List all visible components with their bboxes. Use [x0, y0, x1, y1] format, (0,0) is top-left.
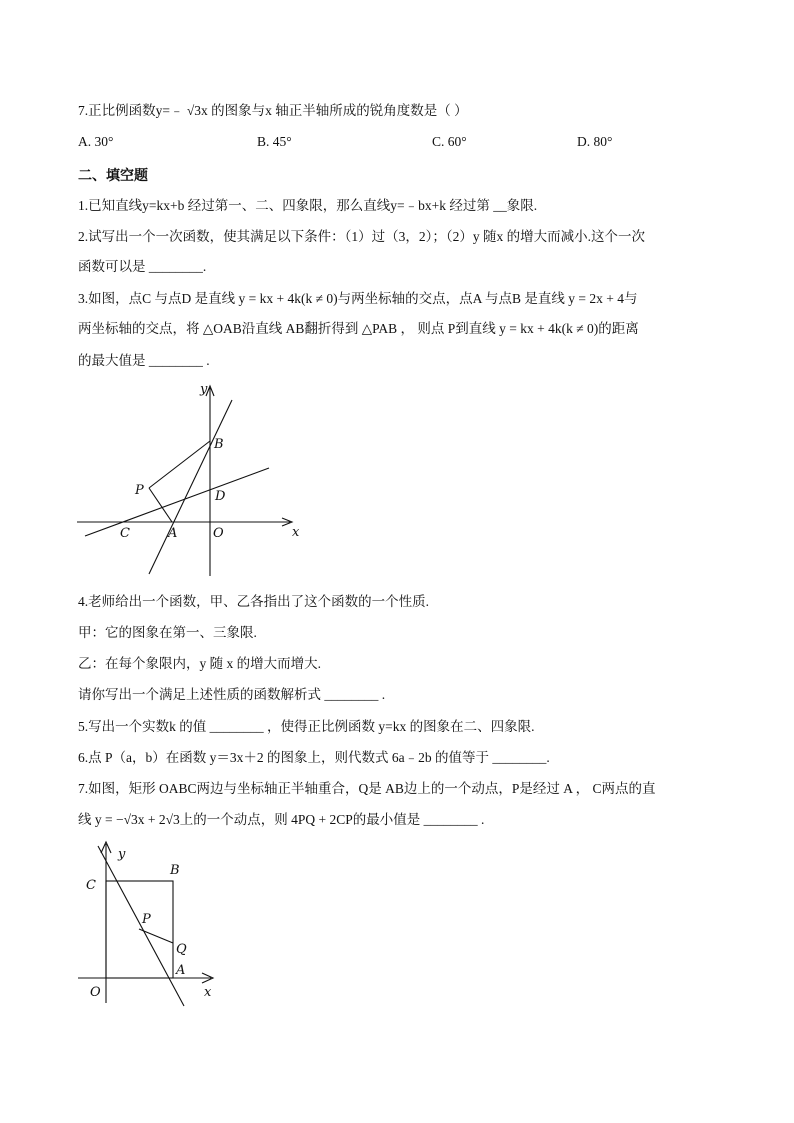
fill-q3-line1: 3.如图，点C 与点D 是直线 y = kx + 4k(k ≠ 0)与两坐标轴的交点，点A 与点B 是直线 y = 2x + 4与 — [78, 291, 638, 306]
label-c: C — [86, 878, 96, 893]
option-c: C. 60° — [432, 134, 467, 149]
fill-q4-line3: 乙：在每个象限内，y 随 x 的增大而增大. — [78, 656, 321, 671]
label-d: D — [215, 489, 226, 504]
fill-q6: 6.点 P（a，b）在函数 y＝3x＋2 的图象上，则代数式 6a﹣2b 的值等于 ________. — [78, 750, 550, 765]
fill-q1: 1.已知直线y=kx+b 经过第一、二、四象限，那么直线y=﹣bx+k 经过第 __象限. — [78, 198, 538, 213]
option-d: D. 80° — [577, 134, 613, 149]
label-o: O — [213, 526, 224, 541]
fill-q2-line1: 2.试写出一个一次函数，使其满足以下条件：（1）过（3，2）；（2）y 随x 的增大而减小.这个一次 — [78, 229, 645, 244]
label-b: B — [170, 863, 180, 878]
label-q: Q — [176, 942, 187, 957]
segment-pq — [139, 929, 173, 943]
fill-q2-line2: 函数可以是 ________. — [78, 259, 207, 274]
fill-q3-line2: 两坐标轴的交点，将 △OAB沿直线 AB翻折得到 △PAB ， 则点 P到直线 y = kx + 4k(k ≠ 0)的距离 — [78, 321, 639, 336]
figure-2-rectangle-diagram — [78, 838, 238, 1013]
fill-q7-line1: 7.如图，矩形 OABC两边与坐标轴正半轴重合，Q是 AB边上的一个动点，P是经过 A ， C两点的直 — [78, 781, 656, 796]
figure-1-coordinate-diagram — [72, 378, 312, 578]
label-y-axis: y — [118, 847, 126, 862]
fill-q7-line2: 线 y = −√3x + 2√3上的一个动点，则 4PQ + 2CP的最小值是 ________ . — [78, 812, 485, 827]
fill-q4-line2: 甲：它的图象在第一、三象限. — [78, 625, 257, 640]
label-a: A — [176, 963, 186, 978]
fill-q3-line3: 的最大值是 ________ . — [78, 353, 210, 368]
label-a: A — [168, 526, 178, 541]
label-x-axis: x — [204, 985, 212, 1000]
label-p: P — [142, 912, 151, 927]
label-o: O — [90, 985, 101, 1000]
label-p: P — [135, 483, 144, 498]
q7-multiple-choice-stem: 7.正比例函数y=﹣ √3x 的图象与x 轴正半轴所成的锐角度数是（ ） — [78, 103, 468, 118]
fill-q4-line4: 请你写出一个满足上述性质的函数解析式 ________ . — [78, 687, 386, 702]
line-ab — [149, 400, 232, 574]
fill-q4-line1: 4.老师给出一个函数，甲、乙各指出了这个函数的一个性质. — [78, 594, 429, 609]
label-b: B — [214, 437, 224, 452]
option-b: B. 45° — [257, 134, 292, 149]
label-y-axis: y — [200, 382, 208, 397]
section-title: 二、填空题 — [78, 168, 148, 184]
label-x-axis: x — [292, 525, 300, 540]
option-a: A. 30° — [78, 134, 114, 149]
fill-q5: 5.写出一个实数k 的值 ________ ，使得正比例函数 y=kx 的图象在二、四象限. — [78, 719, 535, 734]
label-c: C — [120, 526, 130, 541]
